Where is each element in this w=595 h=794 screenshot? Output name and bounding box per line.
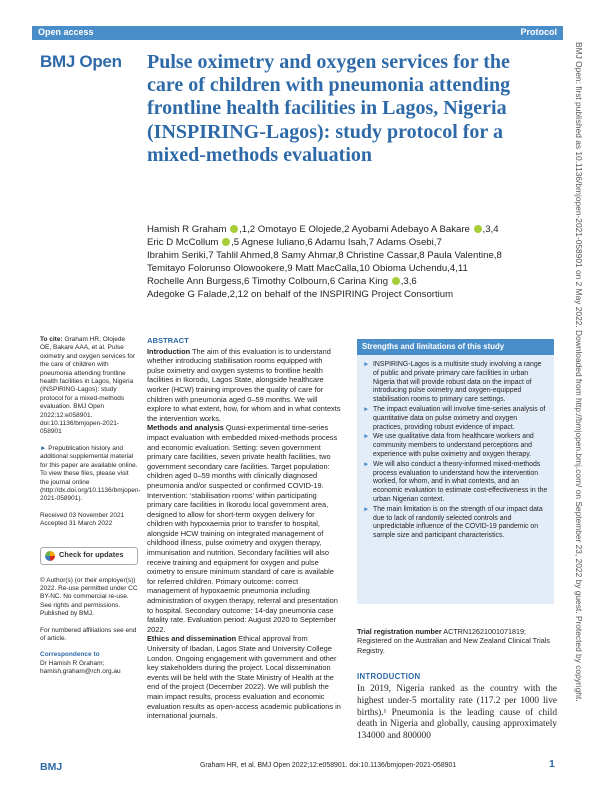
author-text: Temitayo Folorunso Olowookere,9 Matt MacCalla,10 Obioma Uchendu,4,11 <box>147 262 468 274</box>
introduction-section <box>357 672 557 743</box>
list-item-text: The main limitation is on the strength of our impact data due to lack of randomly selected controls and unpredictable influence of the COVID-19 pandemic on sample size and participant characteristics. <box>373 505 543 540</box>
list-item <box>363 461 548 505</box>
introduction-heading: INTRODUCTION <box>357 672 421 681</box>
ethics-label: Ethics and dissemination <box>147 634 237 644</box>
strengths-list <box>357 355 554 541</box>
trial-label: Trial registration number <box>357 627 442 636</box>
abstract-heading: ABSTRACT <box>147 336 189 345</box>
open-access-label: Open access <box>38 27 94 37</box>
triangle-bullet-icon: ► <box>363 405 370 413</box>
left-sidebar <box>40 336 141 677</box>
correspondence-heading: Correspondence to <box>40 651 100 659</box>
ethics-text: Ethical approval from University of Ibadan, Lagos State and University College London. Ongoing engagement with government and other key stakeholders during the project. Local dissemination events will be held with the State Ministry of Health at the end of the project (December 2022). We will publish the main impact results, process evaluation and economic evaluation results as open-access academic publications in international journals. <box>147 634 341 721</box>
author-text: ,3,4 <box>482 224 499 235</box>
author-text: ,1,2 Omotayo E Olojede,2 Ayobami Adebayo A Bakare <box>239 224 470 235</box>
author-text: Hamish R Graham <box>147 224 227 235</box>
cite-label: To cite: <box>40 336 63 343</box>
correspondence-text: Dr Hamish R Graham; hamish.graham@rch.org.au <box>40 659 121 676</box>
list-item <box>363 361 548 405</box>
journal-logo: BMJ Open <box>40 52 122 71</box>
author-list <box>147 224 557 301</box>
orcid-icon[interactable] <box>474 225 482 233</box>
author-text: Rochelle Ann Burgess,6 Timothy Colbourn,6 Carina King <box>147 275 389 287</box>
intro-text: The aim of this evaluation is to understand whether introducing stabilisation rooms equipped with pulse oximetry and oxygen systems to frontline health facilities in Ikorodu, Lagos State, alongside healthcare worker (HCW) training improves the quality of care for children with pneumonia aged 0–59 months. We will explore to what extent, how, for whom and in what contexts the intervention works. <box>147 346 341 423</box>
header-banner <box>32 26 563 40</box>
strengths-heading: Strengths and limitations of this study <box>357 339 554 355</box>
strengths-limitations-box <box>357 339 554 604</box>
triangle-bullet-icon: ► <box>363 460 370 468</box>
check-updates-label: Check for updates <box>59 550 124 560</box>
abstract-section <box>147 336 342 721</box>
intro-label: Introduction <box>147 346 191 356</box>
license-text: © Author(s) (or their employer(s)) 2022. Re-use permitted under CC BY-NC. No commercial re-use. See rights and permissions. Published by BMJ. <box>40 576 138 618</box>
check-for-updates-button[interactable] <box>40 547 138 565</box>
triangle-bullet-icon: ► <box>40 444 47 452</box>
author-text: ,5 Agnese Iuliano,6 Adamu Isah,7 Adams Osebi,7 <box>231 236 442 248</box>
introduction-text: In 2019, Nigeria ranked as the country with the highest under-5 mortality rate (117.2 per 1000 live births).¹ Pneumonia is the leading cause of child death in Nigeria and globally, causing approximately 134000 and 800000 <box>357 684 557 742</box>
author-text: Ibrahim Seriki,7 Tahlil Ahmed,8 Samy Ahmar,8 Christine Cassar,8 Paula Valentine,8 <box>147 249 502 261</box>
affiliation-note: For numbered affiliations see end of article. <box>40 626 137 642</box>
article-type-label: Protocol <box>520 27 557 37</box>
list-item-text: We will also conduct a theory-informed mixed-methods process evaluation to understand how the intervention worked, for whom, and in what contexts, and an economic evaluation to estimate cost-effectiveness in the urban Nigerian context. <box>373 460 548 503</box>
triangle-bullet-icon: ► <box>363 505 370 513</box>
abstract-methods <box>147 423 342 634</box>
methods-text: Quasi-experimental time-series impact evaluation with embedded mixed-methods process and economic evaluation. Setting: seven government primary care facilities, seven private health facilities, two government secondary care facilities. Target population: children aged 0–59 months with clinically diagnosed pneumonia and/or suspected or confirmed COVID-19. Intervention: ‘stabilisation rooms’ within participating primary care facilities in Ikorodu local government area, designed to allow for short-term oxygen delivery for children with hypoxaemia prior to transfer to hospital, alongside HCW training on integrated management of childhood illness, pulse oximetry and oxygen therapy, immunisation and nutrition. Secondary facilities will also receive training and equipment for oxygen and pulse oximetry to ensure minimum standard of care is available for referred children. Primary outcome: correct management of hypoxaemic pneumonia including administration of oxygen therapy, referral and presentation to hospital. Secondary outcome: 14-day pneumonia case fatality rate. Evaluation period: August 2020 to September 2022. <box>147 423 338 634</box>
side-doi-notice: BMJ Open: first published as 10.1136/bmjopen-2021-058901 on 2 May 2022. Downloaded from http://bmjopen.bmj.com/ on September 23, 2022 by guest. Protected by copyright. <box>574 42 584 702</box>
prepub-note <box>40 444 141 504</box>
list-item-text: The impact evaluation will involve time-series analysis of quantitative data on pulse oximetry and oxygen practices, providing robust evidence of impact. <box>373 405 546 431</box>
cite-text: Graham HR, Olojede OE, Bakare AAA, et al. Pulse oximetry and oxygen services for the care of children with pneumonia attending frontline health facilities in Lagos, Nigeria (INSPIRING-Lagos): study protocol for a mixed-methods evaluation. BMJ Open 2022;12:e058901. doi:10.1136/bmjopen-2021-058901 <box>40 336 136 436</box>
list-item-text: INSPIRING-Lagos is a multisite study involving a range of public and private primary care facilities in urban Nigeria that will provide robust data on the impact of introducing pulse oximetry and oxygen-equipped stabilisation rooms to primary care settings. <box>373 361 542 404</box>
list-item <box>363 433 548 459</box>
abstract-ethics <box>147 634 342 720</box>
orcid-icon[interactable] <box>392 277 400 285</box>
received-date: Received 03 November 2021 <box>40 511 125 519</box>
triangle-bullet-icon: ► <box>363 433 370 441</box>
author-text: Eric D McCollum <box>147 236 219 248</box>
citation-block <box>40 336 138 437</box>
footer-bmj-logo: BMJ <box>40 761 63 773</box>
trial-text: ACTRN12621001071819; Registered on the Australian and New Zealand Clinical Trials Registry. <box>357 627 550 655</box>
trial-registration <box>357 627 554 655</box>
list-item <box>363 406 548 432</box>
article-title: Pulse oximetry and oxygen services for the care of children with pneumonia attending frontline health facilities in Lagos, Nigeria (INSPIRING-Lagos): study protocol for a mixed-methods evaluation <box>147 51 511 166</box>
orcid-icon[interactable] <box>230 225 238 233</box>
abstract-introduction <box>147 347 342 424</box>
page-number: 1 <box>549 758 555 770</box>
list-item <box>363 506 548 541</box>
triangle-bullet-icon: ► <box>363 361 370 368</box>
accepted-date: Accepted 31 March 2022 <box>40 520 113 528</box>
crossmark-icon <box>45 551 55 561</box>
list-item-text: We use qualitative data from healthcare workers and community members to understand perceptions and experience with pulse oximetry and oxygen therapy. <box>373 433 534 458</box>
author-text: ,3,6 <box>400 275 417 287</box>
methods-label: Methods and analysis <box>147 423 224 433</box>
author-text: Adegoke G Falade,2,12 on behalf of the INSPIRING Project Consortium <box>147 288 454 300</box>
footer-citation: Graham HR, et al. BMJ Open 2022;12:e058901. doi:10.1136/bmjopen-2021-058901 <box>200 762 457 769</box>
orcid-icon[interactable] <box>222 238 230 246</box>
prepub-text: Prepublication history and additional supplemental material for this paper are available online. To view these files, please visit the journal online (http://dx.doi.org/10.1136/bmjopen-2021-058901). <box>40 444 141 503</box>
